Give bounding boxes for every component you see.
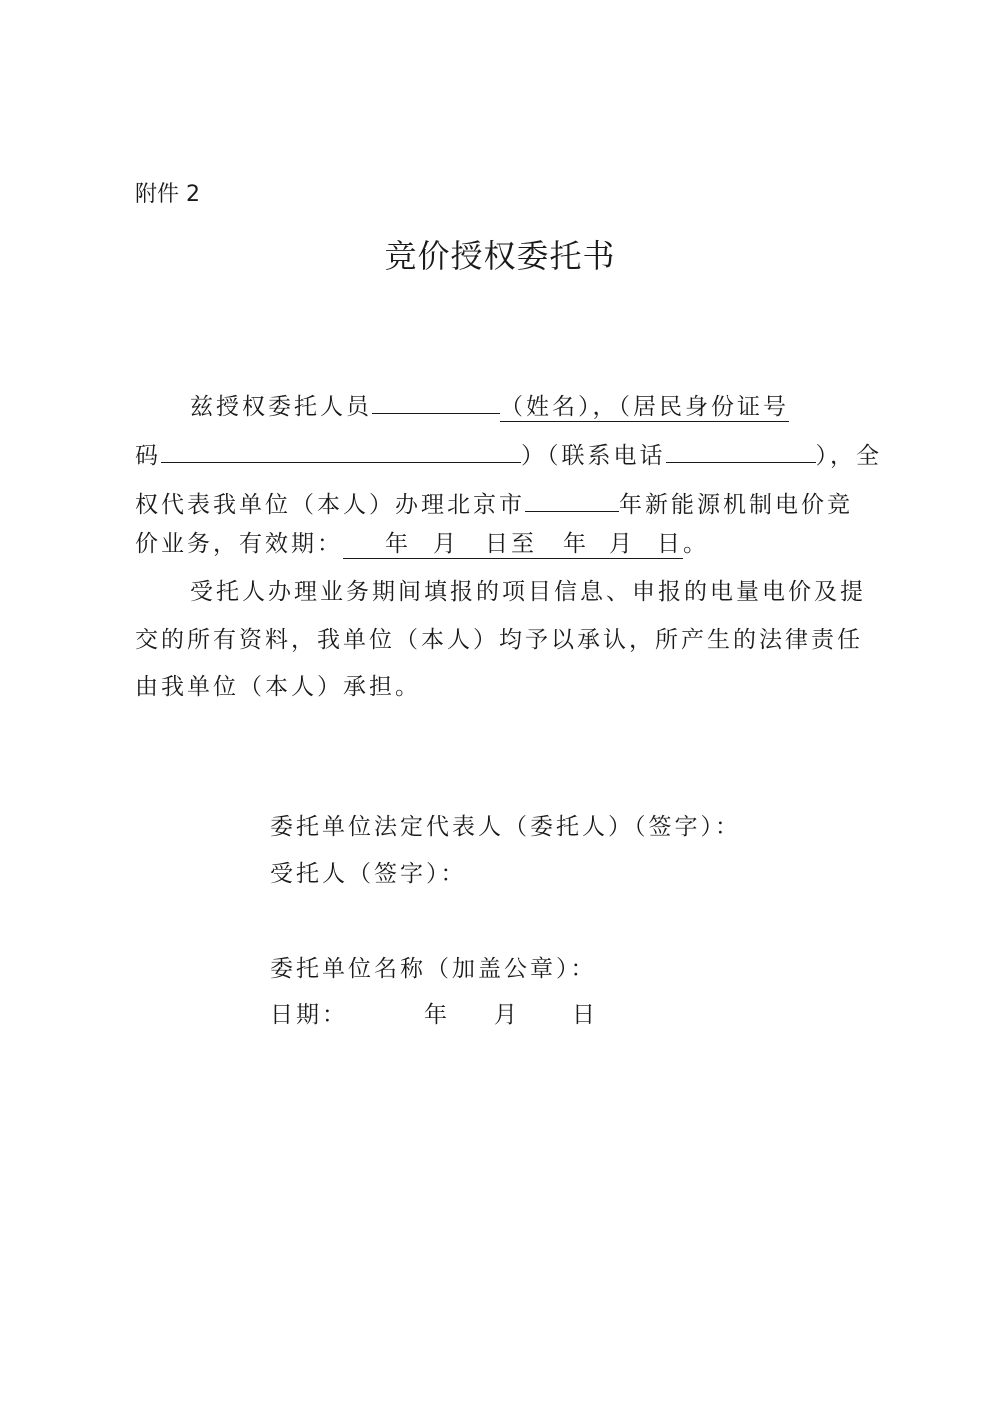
year-blank: [525, 483, 619, 512]
unit-name-label: 委托单位名称（加盖公章）：: [270, 956, 597, 982]
validity-label: 价业务，有效期：: [135, 531, 343, 557]
name-blank: [372, 385, 500, 414]
paragraph-1-line-2: [135, 434, 882, 473]
paragraph-1-line-1: [190, 385, 789, 424]
represent-text: 权代表我单位（本人）办理北京市: [135, 492, 525, 518]
bidding-text: 年新能源机制电价竞: [619, 492, 853, 518]
validity-day-2: 日: [657, 531, 683, 557]
date-month: 月: [494, 1002, 520, 1028]
paragraph-2-line-2: 交的所有资料，我单位（本人）均予以承认，所产生的法律责任: [135, 627, 863, 653]
date-line: [270, 998, 598, 1032]
date-day: 日: [572, 1002, 598, 1028]
validity-day-to: 日至: [485, 531, 537, 557]
paragraph-1-line-3: [135, 483, 853, 522]
authorize-intro: 兹授权委托人员: [190, 394, 372, 420]
id-number-blank: [161, 434, 521, 463]
validity-period: [343, 531, 683, 559]
paragraph-2-line-3: 由我单位（本人）承担。: [135, 674, 421, 700]
paragraph-2-line-1: 受托人办理业务期间填报的项目信息、申报的电量电价及提: [190, 579, 866, 605]
attachment-label: 附件 2: [135, 182, 200, 207]
phone-blank: [666, 434, 816, 463]
paragraph-1-line-4: [135, 527, 709, 561]
validity-month-1: 月: [433, 531, 459, 557]
date-label: 日期：: [270, 1002, 348, 1028]
date-year: 年: [424, 1002, 450, 1028]
full-label: ），全: [815, 443, 882, 469]
trustee-signature-label: 受托人（签字）：: [270, 861, 467, 887]
name-hint: （姓名），（居民身份证号: [500, 394, 789, 420]
validity-month-2: 月: [609, 531, 635, 557]
legal-rep-signature-label: 委托单位法定代表人（委托人）（签字）：: [270, 814, 741, 840]
validity-year-2: 年: [563, 531, 589, 557]
validity-year-1: 年: [385, 531, 411, 557]
period-mark: 。: [683, 531, 709, 557]
document-title: 竞价授权委托书: [384, 237, 616, 275]
phone-label: ）（联系电话: [521, 443, 666, 469]
id-code-label: 码: [135, 443, 161, 469]
